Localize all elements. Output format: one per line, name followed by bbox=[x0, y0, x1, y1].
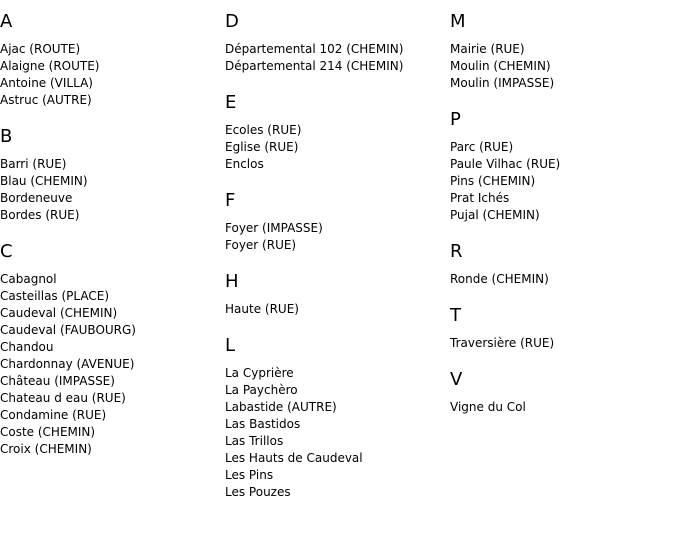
street-entry[interactable]: Les Hauts de Caudeval bbox=[225, 451, 363, 465]
street-index-column-2 bbox=[225, 0, 403, 518]
street-entry[interactable]: Antoine (VILLA) bbox=[0, 76, 93, 90]
section-letter-heading: V bbox=[450, 369, 463, 390]
section-letter-heading: H bbox=[225, 271, 239, 292]
street-entry[interactable]: Condamine (RUE) bbox=[0, 408, 107, 422]
street-entry[interactable]: Alaigne (ROUTE) bbox=[0, 59, 100, 73]
street-entry[interactable]: Casteillas (PLACE) bbox=[0, 289, 110, 303]
street-list bbox=[450, 335, 560, 352]
street-list bbox=[450, 41, 560, 92]
street-entry[interactable]: Paule Vilhac (RUE) bbox=[450, 157, 561, 171]
street-entry[interactable]: Chateau d eau (RUE) bbox=[0, 391, 126, 405]
section-letter-heading: A bbox=[0, 11, 13, 32]
street-entry[interactable]: Labastide (AUTRE) bbox=[225, 400, 337, 414]
letter-group bbox=[450, 109, 560, 224]
street-index-column-1 bbox=[0, 0, 136, 475]
letter-group bbox=[450, 369, 560, 416]
section-letter-heading: B bbox=[0, 126, 13, 147]
street-entry[interactable]: Parc (RUE) bbox=[450, 140, 514, 154]
section-letter-heading: E bbox=[225, 92, 237, 113]
section-letter-heading: L bbox=[225, 335, 236, 356]
letter-group bbox=[225, 92, 403, 173]
street-entry[interactable]: Haute (RUE) bbox=[225, 302, 299, 316]
section-letter-heading: F bbox=[225, 190, 236, 211]
letter-group bbox=[225, 335, 403, 501]
street-entry[interactable]: Moulin (CHEMIN) bbox=[450, 59, 551, 73]
street-entry[interactable]: Caudeval (FAUBOURG) bbox=[0, 323, 136, 337]
letter-group bbox=[0, 11, 136, 109]
street-list bbox=[450, 271, 560, 288]
street-entry[interactable]: Traversière (RUE) bbox=[450, 336, 555, 350]
street-entry[interactable]: Les Pins bbox=[225, 468, 274, 482]
section-letter-heading: R bbox=[450, 241, 463, 262]
section-letter-heading: D bbox=[225, 11, 239, 32]
letter-group bbox=[450, 11, 560, 92]
street-entry[interactable]: Foyer (RUE) bbox=[225, 238, 297, 252]
street-entry[interactable]: Départemental 214 (CHEMIN) bbox=[225, 59, 404, 73]
street-index-column-3 bbox=[450, 0, 560, 433]
street-entry[interactable]: Prat Ichés bbox=[450, 191, 510, 205]
street-entry[interactable]: Bordes (RUE) bbox=[0, 208, 80, 222]
section-letter-heading: T bbox=[450, 305, 461, 326]
street-entry[interactable]: Bordeneuve bbox=[0, 191, 73, 205]
street-entry[interactable]: Croix (CHEMIN) bbox=[0, 442, 92, 456]
letter-group bbox=[0, 126, 136, 224]
letter-group bbox=[450, 305, 560, 352]
street-list bbox=[450, 139, 560, 224]
street-entry[interactable]: Départemental 102 (CHEMIN) bbox=[225, 42, 404, 56]
street-entry[interactable]: Ronde (CHEMIN) bbox=[450, 272, 549, 286]
street-entry[interactable]: Foyer (IMPASSE) bbox=[225, 221, 323, 235]
street-entry[interactable]: Chandou bbox=[0, 340, 54, 354]
street-entry[interactable]: La Cyprière bbox=[225, 366, 294, 380]
street-entry[interactable]: Chardonnay (AVENUE) bbox=[0, 357, 135, 371]
street-entry[interactable]: Moulin (IMPASSE) bbox=[450, 76, 555, 90]
street-list bbox=[225, 122, 403, 173]
street-entry[interactable]: Château (IMPASSE) bbox=[0, 374, 115, 388]
street-entry[interactable]: Les Pouzes bbox=[225, 485, 291, 499]
street-entry[interactable]: Caudeval (CHEMIN) bbox=[0, 306, 118, 320]
street-entry[interactable]: Coste (CHEMIN) bbox=[0, 425, 96, 439]
letter-group bbox=[225, 11, 403, 75]
street-entry[interactable]: Mairie (RUE) bbox=[450, 42, 525, 56]
street-list bbox=[0, 156, 136, 224]
street-list bbox=[225, 41, 403, 75]
street-list bbox=[225, 220, 403, 254]
street-entry[interactable]: Astruc (AUTRE) bbox=[0, 93, 92, 107]
street-list bbox=[225, 301, 403, 318]
street-entry[interactable]: Ecoles (RUE) bbox=[225, 123, 302, 137]
street-entry[interactable]: Pins (CHEMIN) bbox=[450, 174, 536, 188]
street-entry[interactable]: Eglise (RUE) bbox=[225, 140, 299, 154]
section-letter-heading: M bbox=[450, 11, 466, 32]
street-entry[interactable]: Barri (RUE) bbox=[0, 157, 67, 171]
street-entry[interactable]: Cabagnol bbox=[0, 272, 57, 286]
street-entry[interactable]: Las Bastidos bbox=[225, 417, 301, 431]
letter-group bbox=[450, 241, 560, 288]
street-entry[interactable]: Ajac (ROUTE) bbox=[0, 42, 81, 56]
street-list bbox=[450, 399, 560, 416]
street-entry[interactable]: Las Trillos bbox=[225, 434, 284, 448]
section-letter-heading: P bbox=[450, 109, 461, 130]
street-entry[interactable]: La Paychèro bbox=[225, 383, 298, 397]
street-entry[interactable]: Blau (CHEMIN) bbox=[0, 174, 88, 188]
letter-group bbox=[0, 241, 136, 458]
street-entry[interactable]: Enclos bbox=[225, 157, 264, 171]
street-entry[interactable]: Pujal (CHEMIN) bbox=[450, 208, 540, 222]
letter-group bbox=[225, 190, 403, 254]
street-list bbox=[0, 41, 136, 109]
letter-group bbox=[225, 271, 403, 318]
street-list bbox=[0, 271, 136, 458]
section-letter-heading: C bbox=[0, 241, 13, 262]
street-entry[interactable]: Vigne du Col bbox=[450, 400, 526, 414]
street-list bbox=[225, 365, 403, 501]
